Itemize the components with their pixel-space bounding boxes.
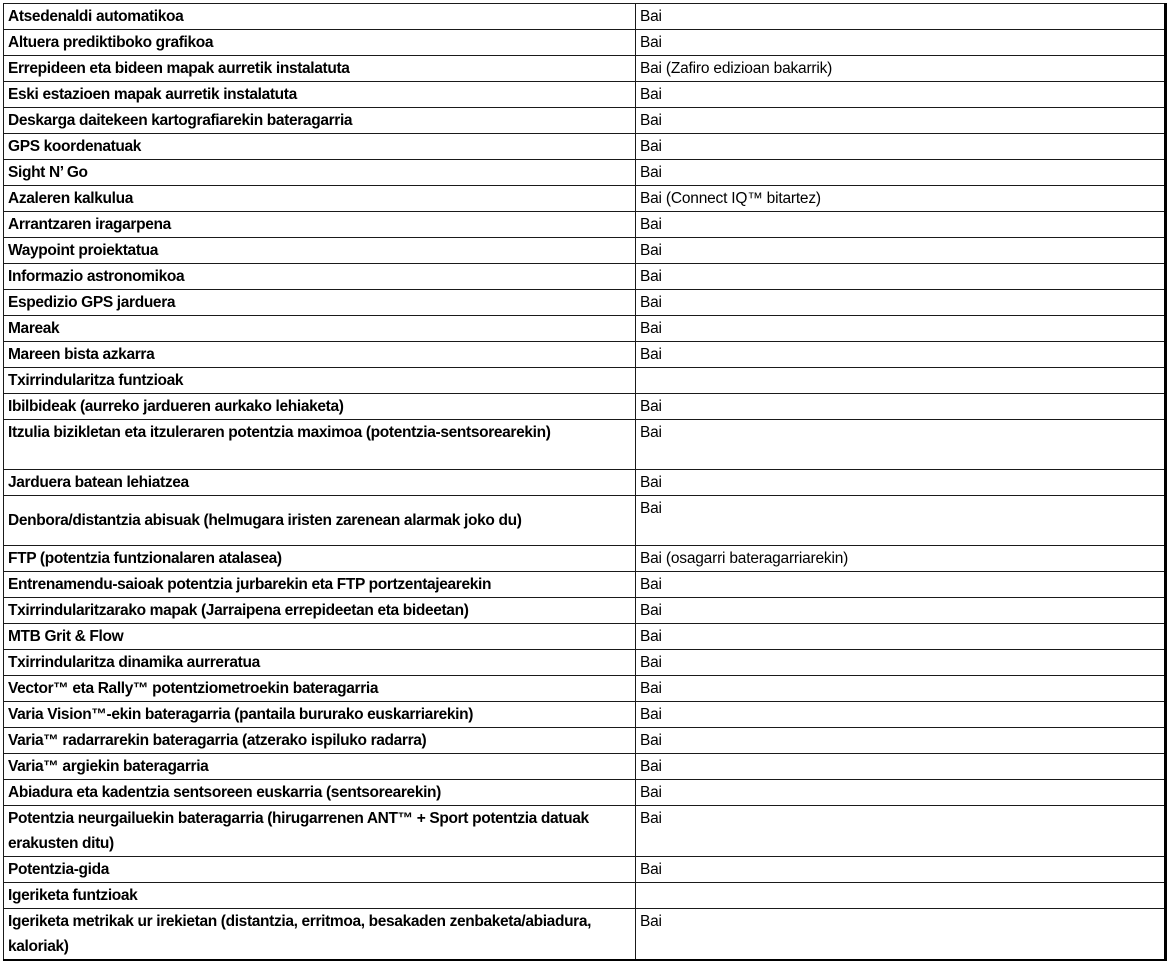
table-row [4, 909, 1166, 961]
feature-cell[interactable]: Mareak [4, 316, 636, 342]
value-cell[interactable]: Bai [636, 134, 1166, 160]
table-row [4, 342, 1166, 368]
section-row-swimming [4, 883, 1166, 909]
value-cell[interactable]: Bai [636, 290, 1166, 316]
table-row [4, 470, 1166, 496]
value-cell[interactable]: Bai [636, 702, 1166, 728]
value-cell[interactable]: Bai [636, 676, 1166, 702]
feature-cell[interactable]: Varia™ radarrarekin bateragarria (atzerako ispiluko radarra) [4, 728, 636, 754]
value-cell[interactable]: Bai [636, 650, 1166, 676]
value-cell[interactable]: Bai [636, 420, 1166, 470]
table-row [4, 186, 1166, 212]
value-cell[interactable]: Bai [636, 30, 1166, 56]
table-row [4, 238, 1166, 264]
value-cell[interactable]: Bai [636, 598, 1166, 624]
value-cell[interactable]: Bai [636, 572, 1166, 598]
table-row [4, 572, 1166, 598]
value-cell[interactable]: Bai [636, 909, 1166, 961]
table-row [4, 108, 1166, 134]
table-row [4, 496, 1166, 546]
feature-cell[interactable]: Vector™ eta Rally™ potentziometroekin bateragarria [4, 676, 636, 702]
table-row [4, 316, 1166, 342]
table-row [4, 650, 1166, 676]
section-heading-cell[interactable]: Igeriketa funtzioak [4, 883, 636, 909]
value-cell[interactable] [636, 368, 1166, 394]
feature-comparison-sheet [3, 3, 1165, 961]
value-cell[interactable]: Bai [636, 806, 1166, 857]
table-row [4, 546, 1166, 572]
value-cell[interactable]: Bai [636, 754, 1166, 780]
value-cell[interactable]: Bai [636, 624, 1166, 650]
table-row [4, 4, 1166, 30]
section-heading-cell[interactable]: Txirrindularitza funtzioak [4, 368, 636, 394]
table-row [4, 160, 1166, 186]
value-cell[interactable]: Bai (Zafiro edizioan bakarrik) [636, 56, 1166, 82]
feature-cell[interactable]: Txirrindularitzarako mapak (Jarraipena errepideetan eta bideetan) [4, 598, 636, 624]
feature-cell[interactable]: Potentzia neurgailuekin bateragarria (hirugarrenen ANT™ + Sport potentzia datuak erakusten ditu) [4, 806, 636, 857]
table-row [4, 702, 1166, 728]
value-cell[interactable]: Bai [636, 212, 1166, 238]
feature-cell[interactable]: Waypoint proiektatua [4, 238, 636, 264]
value-cell[interactable]: Bai [636, 496, 1166, 546]
feature-cell[interactable]: Igeriketa metrikak ur irekietan (distantzia, erritmoa, besakaden zenbaketa/abiadura, kaloriak) [4, 909, 636, 961]
feature-cell[interactable]: Atsedenaldi automatikoa [4, 4, 636, 30]
table-row [4, 857, 1166, 883]
table-row [4, 420, 1166, 470]
table-row [4, 754, 1166, 780]
feature-cell[interactable]: FTP (potentzia funtzionalaren atalasea) [4, 546, 636, 572]
table-row [4, 264, 1166, 290]
value-cell[interactable]: Bai (Connect IQ™ bitartez) [636, 186, 1166, 212]
value-cell[interactable]: Bai [636, 857, 1166, 883]
feature-cell[interactable]: Itzulia bizikletan eta itzuleraren potentzia maximoa (potentzia-sentsorearekin) [4, 420, 636, 470]
table-row [4, 624, 1166, 650]
value-cell[interactable]: Bai [636, 342, 1166, 368]
feature-cell[interactable]: Varia Vision™-ekin bateragarria (pantaila bururako euskarriarekin) [4, 702, 636, 728]
feature-cell[interactable]: Informazio astronomikoa [4, 264, 636, 290]
value-cell[interactable] [636, 883, 1166, 909]
value-cell[interactable]: Bai [636, 108, 1166, 134]
feature-cell[interactable]: Entrenamendu-saioak potentzia jurbarekin eta FTP portzentajearekin [4, 572, 636, 598]
feature-cell[interactable]: Abiadura eta kadentzia sentsoreen euskarria (sentsorearekin) [4, 780, 636, 806]
value-cell[interactable]: Bai [636, 470, 1166, 496]
table-row [4, 676, 1166, 702]
section-row-cycling [4, 368, 1166, 394]
feature-cell[interactable]: Errepideen eta bideen mapak aurretik instalatuta [4, 56, 636, 82]
feature-cell[interactable]: GPS koordenatuak [4, 134, 636, 160]
table-row [4, 728, 1166, 754]
feature-cell[interactable]: Espedizio GPS jarduera [4, 290, 636, 316]
value-cell[interactable]: Bai [636, 82, 1166, 108]
value-cell[interactable]: Bai [636, 728, 1166, 754]
value-cell[interactable]: Bai [636, 160, 1166, 186]
feature-cell[interactable]: MTB Grit & Flow [4, 624, 636, 650]
value-cell[interactable]: Bai [636, 238, 1166, 264]
table-row [4, 598, 1166, 624]
feature-cell[interactable]: Denbora/distantzia abisuak (helmugara iristen zarenean alarmak joko du) [4, 496, 636, 546]
feature-cell[interactable]: Mareen bista azkarra [4, 342, 636, 368]
feature-cell[interactable]: Jarduera batean lehiatzea [4, 470, 636, 496]
table-row [4, 290, 1166, 316]
feature-cell[interactable]: Azaleren kalkulua [4, 186, 636, 212]
feature-cell[interactable]: Varia™ argiekin bateragarria [4, 754, 636, 780]
table-row [4, 56, 1166, 82]
value-cell[interactable]: Bai (osagarri bateragarriarekin) [636, 546, 1166, 572]
value-cell[interactable]: Bai [636, 4, 1166, 30]
value-cell[interactable]: Bai [636, 394, 1166, 420]
value-cell[interactable]: Bai [636, 264, 1166, 290]
feature-cell[interactable]: Sight N’ Go [4, 160, 636, 186]
table-row [4, 82, 1166, 108]
table-row [4, 212, 1166, 238]
table-row [4, 30, 1166, 56]
feature-cell[interactable]: Altuera prediktiboko grafikoa [4, 30, 636, 56]
feature-cell[interactable]: Ibilbideak (aurreko jardueren aurkako lehiaketa) [4, 394, 636, 420]
feature-cell[interactable]: Eski estazioen mapak aurretik instalatuta [4, 82, 636, 108]
table-row [4, 394, 1166, 420]
feature-cell[interactable]: Txirrindularitza dinamika aurreratua [4, 650, 636, 676]
feature-cell[interactable]: Arrantzaren iragarpena [4, 212, 636, 238]
value-cell[interactable]: Bai [636, 780, 1166, 806]
feature-cell[interactable]: Deskarga daitekeen kartografiarekin bateragarria [4, 108, 636, 134]
table-row [4, 780, 1166, 806]
table-row [4, 134, 1166, 160]
features-table [3, 3, 1167, 961]
value-cell[interactable]: Bai [636, 316, 1166, 342]
table-row [4, 806, 1166, 857]
feature-cell[interactable]: Potentzia-gida [4, 857, 636, 883]
